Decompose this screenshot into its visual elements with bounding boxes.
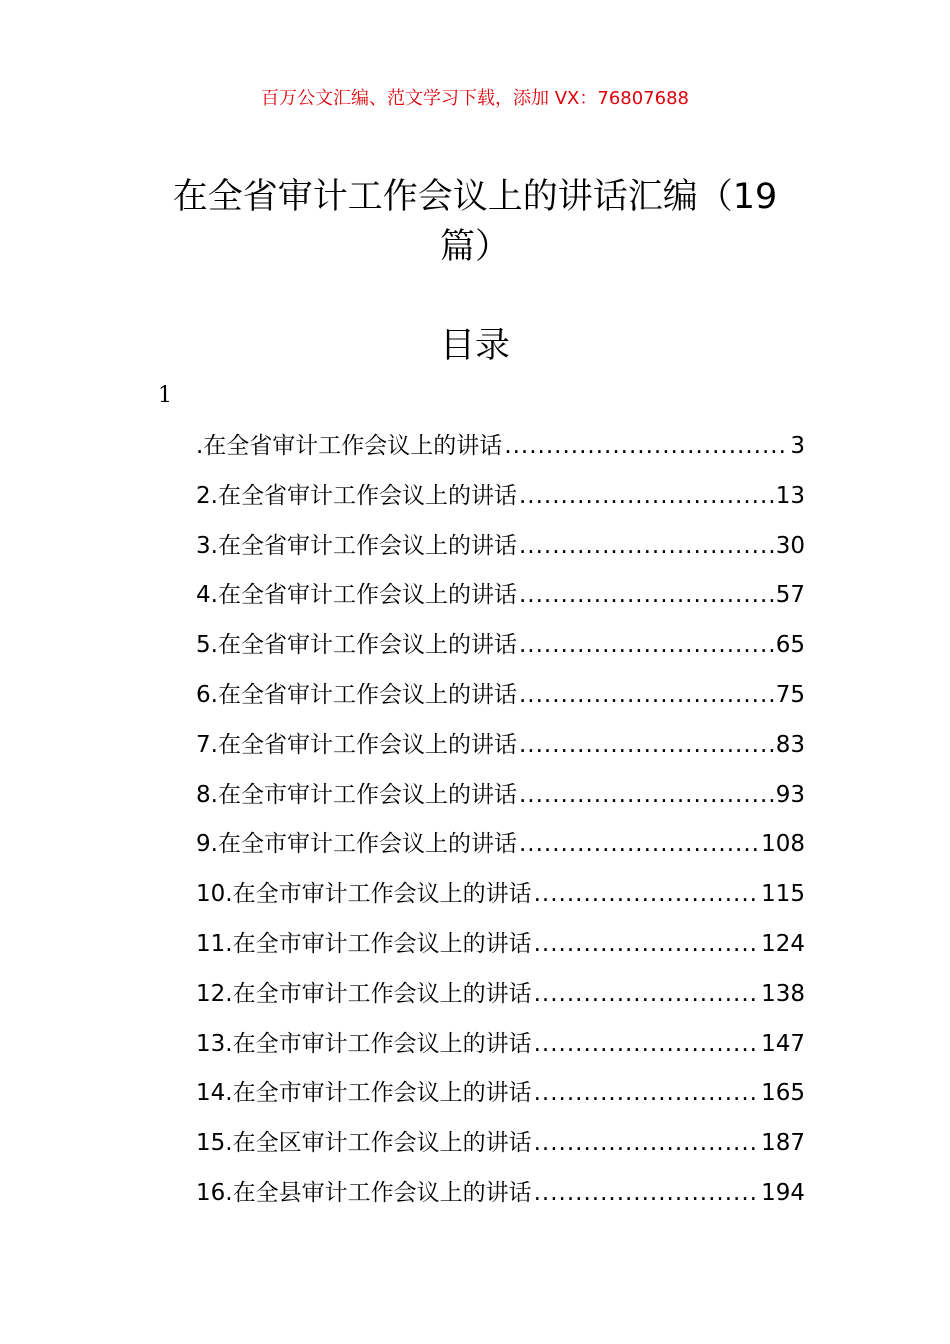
toc-entry-page: 124 <box>761 930 805 957</box>
toc-entry[interactable] <box>196 1020 805 1070</box>
toc-entry[interactable] <box>196 571 805 621</box>
header-note: 百万公文汇编、范文学习下载，添加 VX：76807688 <box>261 88 689 109</box>
toc-leader-dots <box>519 472 774 522</box>
toc-entry[interactable] <box>196 1119 805 1169</box>
toc-entry-label: 6.在全省审计工作会议上的讲话 <box>196 681 517 708</box>
toc-entry-page: 75 <box>775 681 805 708</box>
toc-entry-label: 14.在全市审计工作会议上的讲话 <box>196 1080 532 1107</box>
toc-entry-page: 108 <box>761 831 805 858</box>
toc-leader-dots <box>519 621 774 671</box>
toc-entry[interactable] <box>196 472 805 522</box>
toc-leader-dots <box>519 522 774 572</box>
toc-entry-label: 13.在全市审计工作会议上的讲话 <box>196 1030 532 1057</box>
toc-entry[interactable] <box>196 422 805 472</box>
toc-entry-label: 16.在全县审计工作会议上的讲话 <box>196 1179 532 1206</box>
toc-entry-page: 165 <box>761 1080 805 1107</box>
toc-entry-page: 65 <box>775 632 805 659</box>
toc-leader-dots <box>534 1020 760 1070</box>
toc-leader-dots <box>519 820 759 870</box>
toc-leader-dots <box>519 671 774 721</box>
toc-entry-page: 83 <box>775 731 805 758</box>
toc-entry-page: 13 <box>775 482 805 509</box>
toc-entry-page: 93 <box>775 781 805 808</box>
toc-entry-page: 30 <box>775 532 805 559</box>
toc-entry[interactable] <box>196 721 805 771</box>
toc-entry-label: 3.在全省审计工作会议上的讲话 <box>196 532 517 559</box>
toc-entry-page: 187 <box>761 1130 805 1157</box>
toc-leader-dots <box>534 1119 760 1169</box>
toc-leader-dots <box>534 920 760 970</box>
toc-entry-label: 10.在全市审计工作会议上的讲话 <box>196 881 532 908</box>
toc-entry[interactable] <box>196 522 805 572</box>
toc-entry[interactable] <box>196 920 805 970</box>
toc-leader-dots <box>519 721 774 771</box>
title-line-2: 篇） <box>439 227 510 267</box>
toc-leader-dots <box>534 1169 760 1219</box>
toc-leader-dots <box>534 970 760 1020</box>
toc-entry-label: 11.在全市审计工作会议上的讲话 <box>196 930 532 957</box>
toc-entry-page: 138 <box>761 980 805 1007</box>
table-of-contents <box>196 422 805 1219</box>
title-line-1: 在全省审计工作会议上的讲话汇编（19 <box>172 177 778 217</box>
toc-entry-label: 9.在全市审计工作会议上的讲话 <box>196 831 517 858</box>
toc-entry-page: 115 <box>761 881 805 908</box>
toc-entry-label: 4.在全省审计工作会议上的讲话 <box>196 582 517 609</box>
toc-entry-page: 194 <box>761 1179 805 1206</box>
stray-number: 1 <box>158 383 172 408</box>
toc-entry-page: 147 <box>761 1030 805 1057</box>
toc-leader-dots <box>534 870 760 920</box>
toc-entry[interactable] <box>196 970 805 1020</box>
toc-entry-label: .在全省审计工作会议上的讲话 <box>196 433 503 459</box>
toc-leader-dots <box>519 771 774 821</box>
toc-leader-dots <box>534 1069 760 1119</box>
toc-entry-label: 5.在全省审计工作会议上的讲话 <box>196 632 517 659</box>
toc-leader-dots <box>519 571 774 621</box>
toc-entry[interactable] <box>196 870 805 920</box>
toc-entry[interactable] <box>196 621 805 671</box>
toc-leader-dots <box>504 422 788 472</box>
toc-entry-page: 57 <box>775 582 805 609</box>
toc-entry[interactable] <box>196 771 805 821</box>
toc-entry-label: 2.在全省审计工作会议上的讲话 <box>196 482 517 509</box>
toc-entry[interactable] <box>196 671 805 721</box>
toc-heading: 目录 <box>439 326 510 366</box>
toc-entry-label: 8.在全市审计工作会议上的讲话 <box>196 781 517 808</box>
toc-entry-label: 15.在全区审计工作会议上的讲话 <box>196 1130 532 1157</box>
toc-entry-page: 3 <box>790 433 805 459</box>
toc-entry[interactable] <box>196 820 805 870</box>
toc-entry-label: 7.在全省审计工作会议上的讲话 <box>196 731 517 758</box>
document-title <box>160 172 790 272</box>
toc-entry-label: 12.在全市审计工作会议上的讲话 <box>196 980 532 1007</box>
toc-entry[interactable] <box>196 1169 805 1219</box>
toc-entry[interactable] <box>196 1069 805 1119</box>
